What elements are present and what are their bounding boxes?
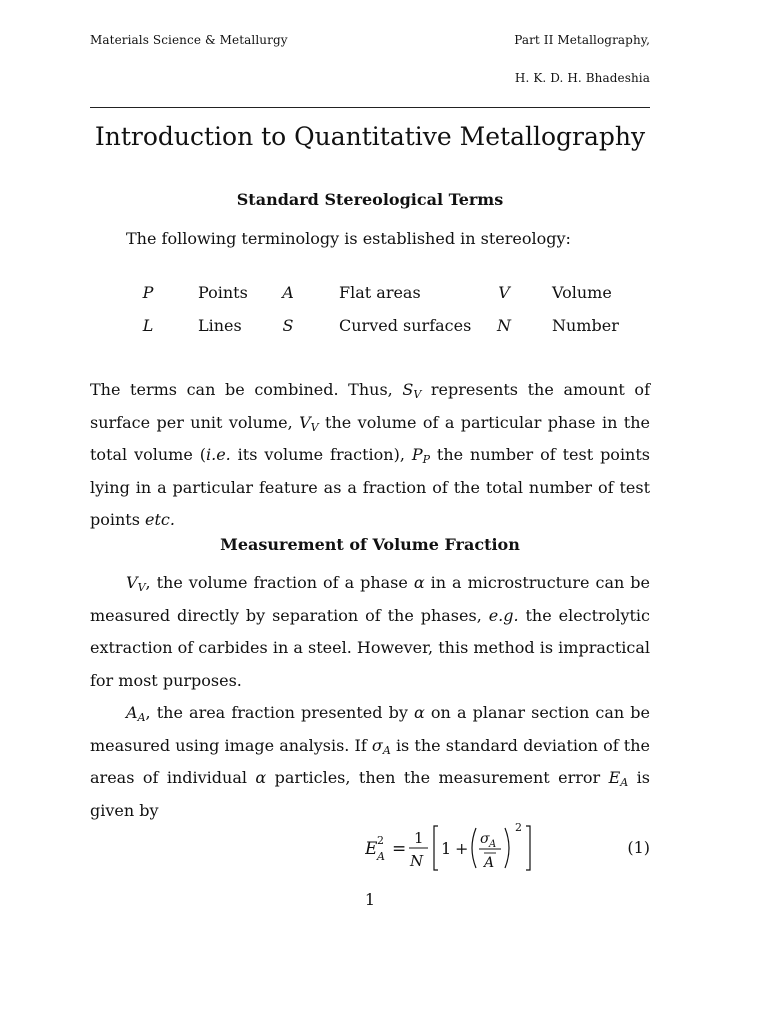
term-meaning: Volume <box>552 283 612 302</box>
intro-sentence: The following terminology is established in stereology: <box>126 229 571 248</box>
term-symbol: L <box>142 316 154 335</box>
svg-text:σ: σ <box>480 831 490 847</box>
term-meaning: Number <box>552 316 619 335</box>
terms-row <box>138 309 632 342</box>
term-symbol: S <box>282 316 294 335</box>
svg-text:2: 2 <box>377 834 384 847</box>
paragraph-volume-fraction: $V_V$, the volume fraction of a phase α in a microstructure can be measured directly by separation of the phases, e.g. the electrolytic extraction of carbides in a steel. However, this method is impractical for most purposes. <box>90 573 650 690</box>
page-number: 1 <box>364 890 376 909</box>
term-symbol: P <box>142 283 154 302</box>
paragraph-combined-terms: The terms can be combined. Thus, $S_V$ represents the amount of surface per unit volume, $V_V$ the volume of a particular phase in the total volume (i.e. its volume fraction), $P_P$ the number of test points lying in a particular feature as a fraction of the total number of test points etc. <box>90 380 651 529</box>
math-symbol: V <box>126 573 138 592</box>
svg-text:2: 2 <box>515 821 522 834</box>
header-part: Part II Metallography, <box>514 33 650 47</box>
math-symbol: P <box>411 445 423 464</box>
terms-row <box>138 276 632 309</box>
term-symbol: N <box>497 316 511 335</box>
svg-text:A: A <box>489 839 497 850</box>
svg-text:=: = <box>392 839 407 859</box>
math-symbol: V <box>299 412 311 432</box>
term-meaning: Flat areas <box>339 283 421 302</box>
header-course: Materials Science & Metallurgy <box>90 33 288 47</box>
svg-text:1: 1 <box>441 839 452 858</box>
equation-1 <box>90 818 650 878</box>
section-heading-volume-fraction: Measurement of Volume Fraction <box>220 535 520 554</box>
math-symbol: S <box>402 380 414 399</box>
equation-number: (1) <box>627 838 650 857</box>
svg-text:1: 1 <box>414 829 424 847</box>
paragraph-area-fraction: $A_A$, the area fraction presented by α on a planar section can be measured using image analysis. If $\sigma_A$ is the standard deviation of the areas of individual α particles, then the measurement error $E_A$ is given by <box>90 703 651 820</box>
term-symbol: V <box>498 283 510 302</box>
term-meaning: Points <box>198 283 248 302</box>
document-title: Introduction to Quantitative Metallography <box>94 122 646 151</box>
term-symbol: A <box>282 283 294 302</box>
term-meaning: Curved surfaces <box>339 316 472 335</box>
svg-text:+: + <box>455 839 469 858</box>
svg-text:A: A <box>484 855 495 871</box>
svg-text:E: E <box>365 839 378 859</box>
math-symbol: A <box>126 703 138 722</box>
equation-formula <box>365 818 565 878</box>
svg-text:A: A <box>377 850 385 863</box>
svg-text:N: N <box>410 852 424 870</box>
header-rule <box>90 107 650 108</box>
header-author: H. K. D. H. Bhadeshia <box>514 71 650 85</box>
terms-table <box>138 276 632 342</box>
term-meaning: Lines <box>198 316 242 335</box>
section-heading-stereological-terms: Standard Stereological Terms <box>236 190 504 209</box>
